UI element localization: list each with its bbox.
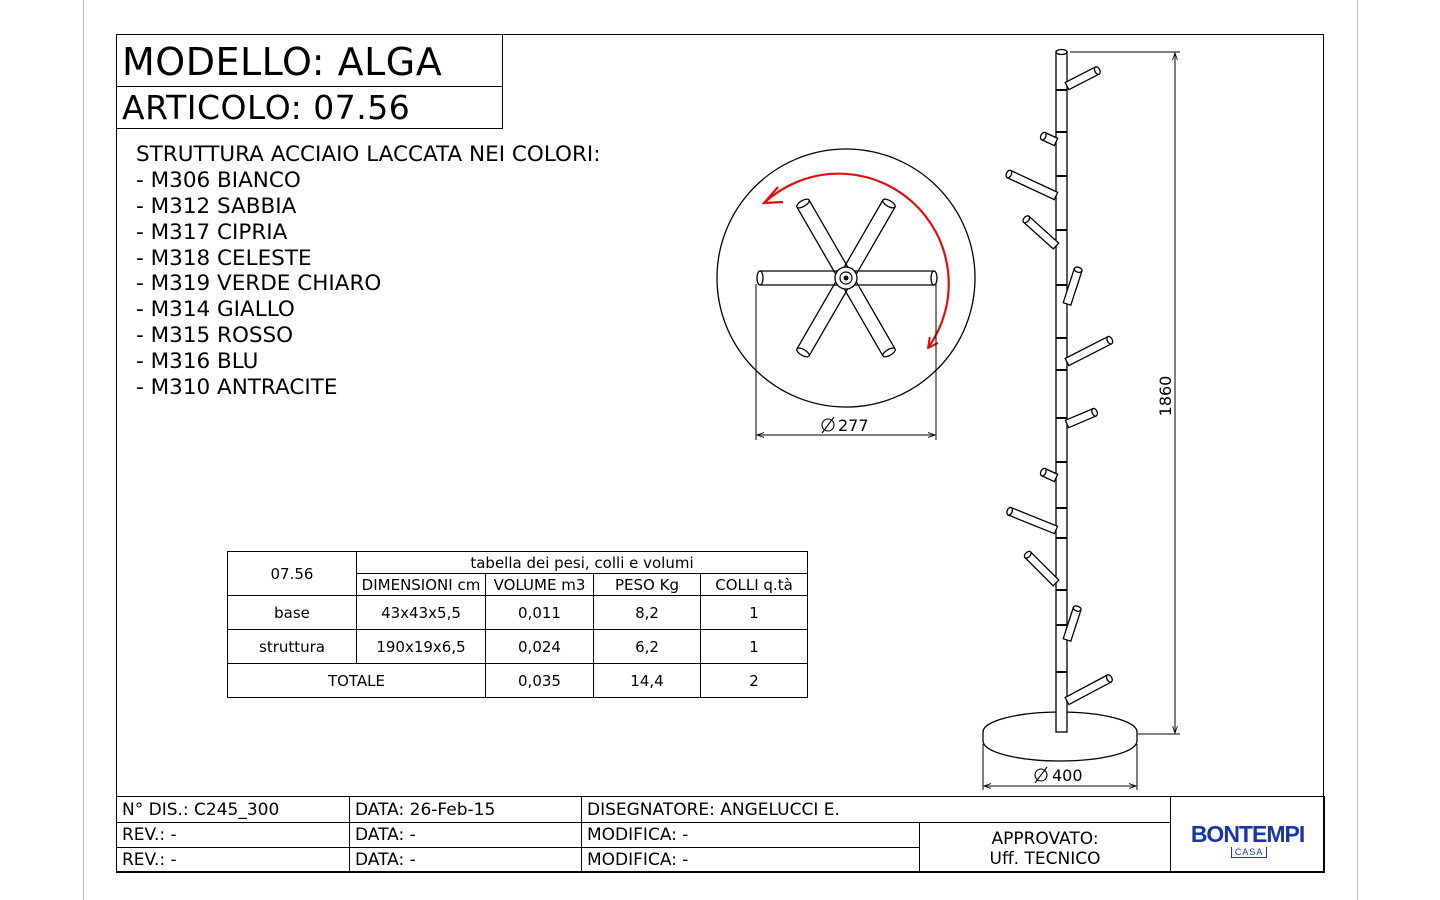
drawing-number: N° DIS.: C245_300 [117,797,350,823]
revision-2: REV.: - [117,848,350,873]
row-packages: 1 [701,596,808,630]
color-item: - M310 ANTRACITE [136,375,338,401]
description-heading: STRUTTURA ACCIAIO LACCATA NEI COLORI: [136,142,601,167]
weights-table [227,551,808,698]
table-row [228,596,808,630]
height-label: 1860 [1156,375,1175,417]
color-item: - M319 VERDE CHIARO [136,271,382,297]
row-label: base [228,596,357,630]
row-weight: 8,2 [594,596,701,630]
table-row [228,630,808,664]
row-volume: 0,011 [486,596,594,630]
revision-1-change: MODIFICA: - [582,823,920,848]
color-item: - M316 BLU [136,349,259,375]
row-dimensions: 43x43x5,5 [357,596,486,630]
approved-office: Uff. TECNICO [989,849,1101,869]
title-block [116,796,1325,873]
color-item: - M317 CIPRIA [136,219,288,245]
drawing-date: DATA: 26-Feb-15 [350,797,582,823]
header-weight: PESO Kg [594,574,701,596]
article-title: ARTICOLO: 07.56 [122,88,411,127]
top-diameter-label: 277 [838,416,869,435]
logo-subtitle: CASA [1231,847,1268,858]
color-item: - M318 CELESTE [136,245,312,271]
revision-2-change: MODIFICA: - [582,848,920,873]
header-dimensions: DIMENSIONI cm [357,574,486,596]
header-volume: VOLUME m3 [486,574,594,596]
row-dimensions: 190x19x6,5 [357,630,486,664]
color-item: - M306 BIANCO [136,167,301,193]
approved-label: APPROVATO: [991,829,1099,849]
color-item: - M312 SABBIA [136,193,297,219]
model-title: MODELLO: ALGA [117,35,502,87]
row-volume: 0,024 [486,630,594,664]
total-volume: 0,035 [486,664,594,698]
header-packages: COLLI q.tà [701,574,808,596]
top-view [717,149,975,440]
base-diameter-label: 400 [1052,766,1083,785]
color-item: - M314 GIALLO [136,297,295,323]
revision-2-date: DATA: - [350,848,582,873]
total-packages: 2 [701,664,808,698]
revision-1: REV.: - [117,823,350,848]
brand-logo [1171,797,1325,873]
side-view [983,50,1180,791]
table-caption: tabella dei pesi, colli e volumi [357,552,808,574]
total-row [228,664,808,698]
row-weight: 6,2 [594,630,701,664]
total-weight: 14,4 [594,664,701,698]
row-label: struttura [228,630,357,664]
rotation-arrow [764,174,949,348]
color-item: - M315 ROSSO [136,323,294,349]
bontempi-logo: BONTEMPI CASA [1190,821,1305,857]
pole [1056,52,1067,732]
row-packages: 1 [701,630,808,664]
approval-cell [920,823,1171,873]
revision-1-date: DATA: - [350,823,582,848]
designer: DISEGNATORE: ANGELUCCI E. [582,797,1171,823]
total-label: TOTALE [228,664,486,698]
table-article-code: 07.56 [228,552,357,596]
